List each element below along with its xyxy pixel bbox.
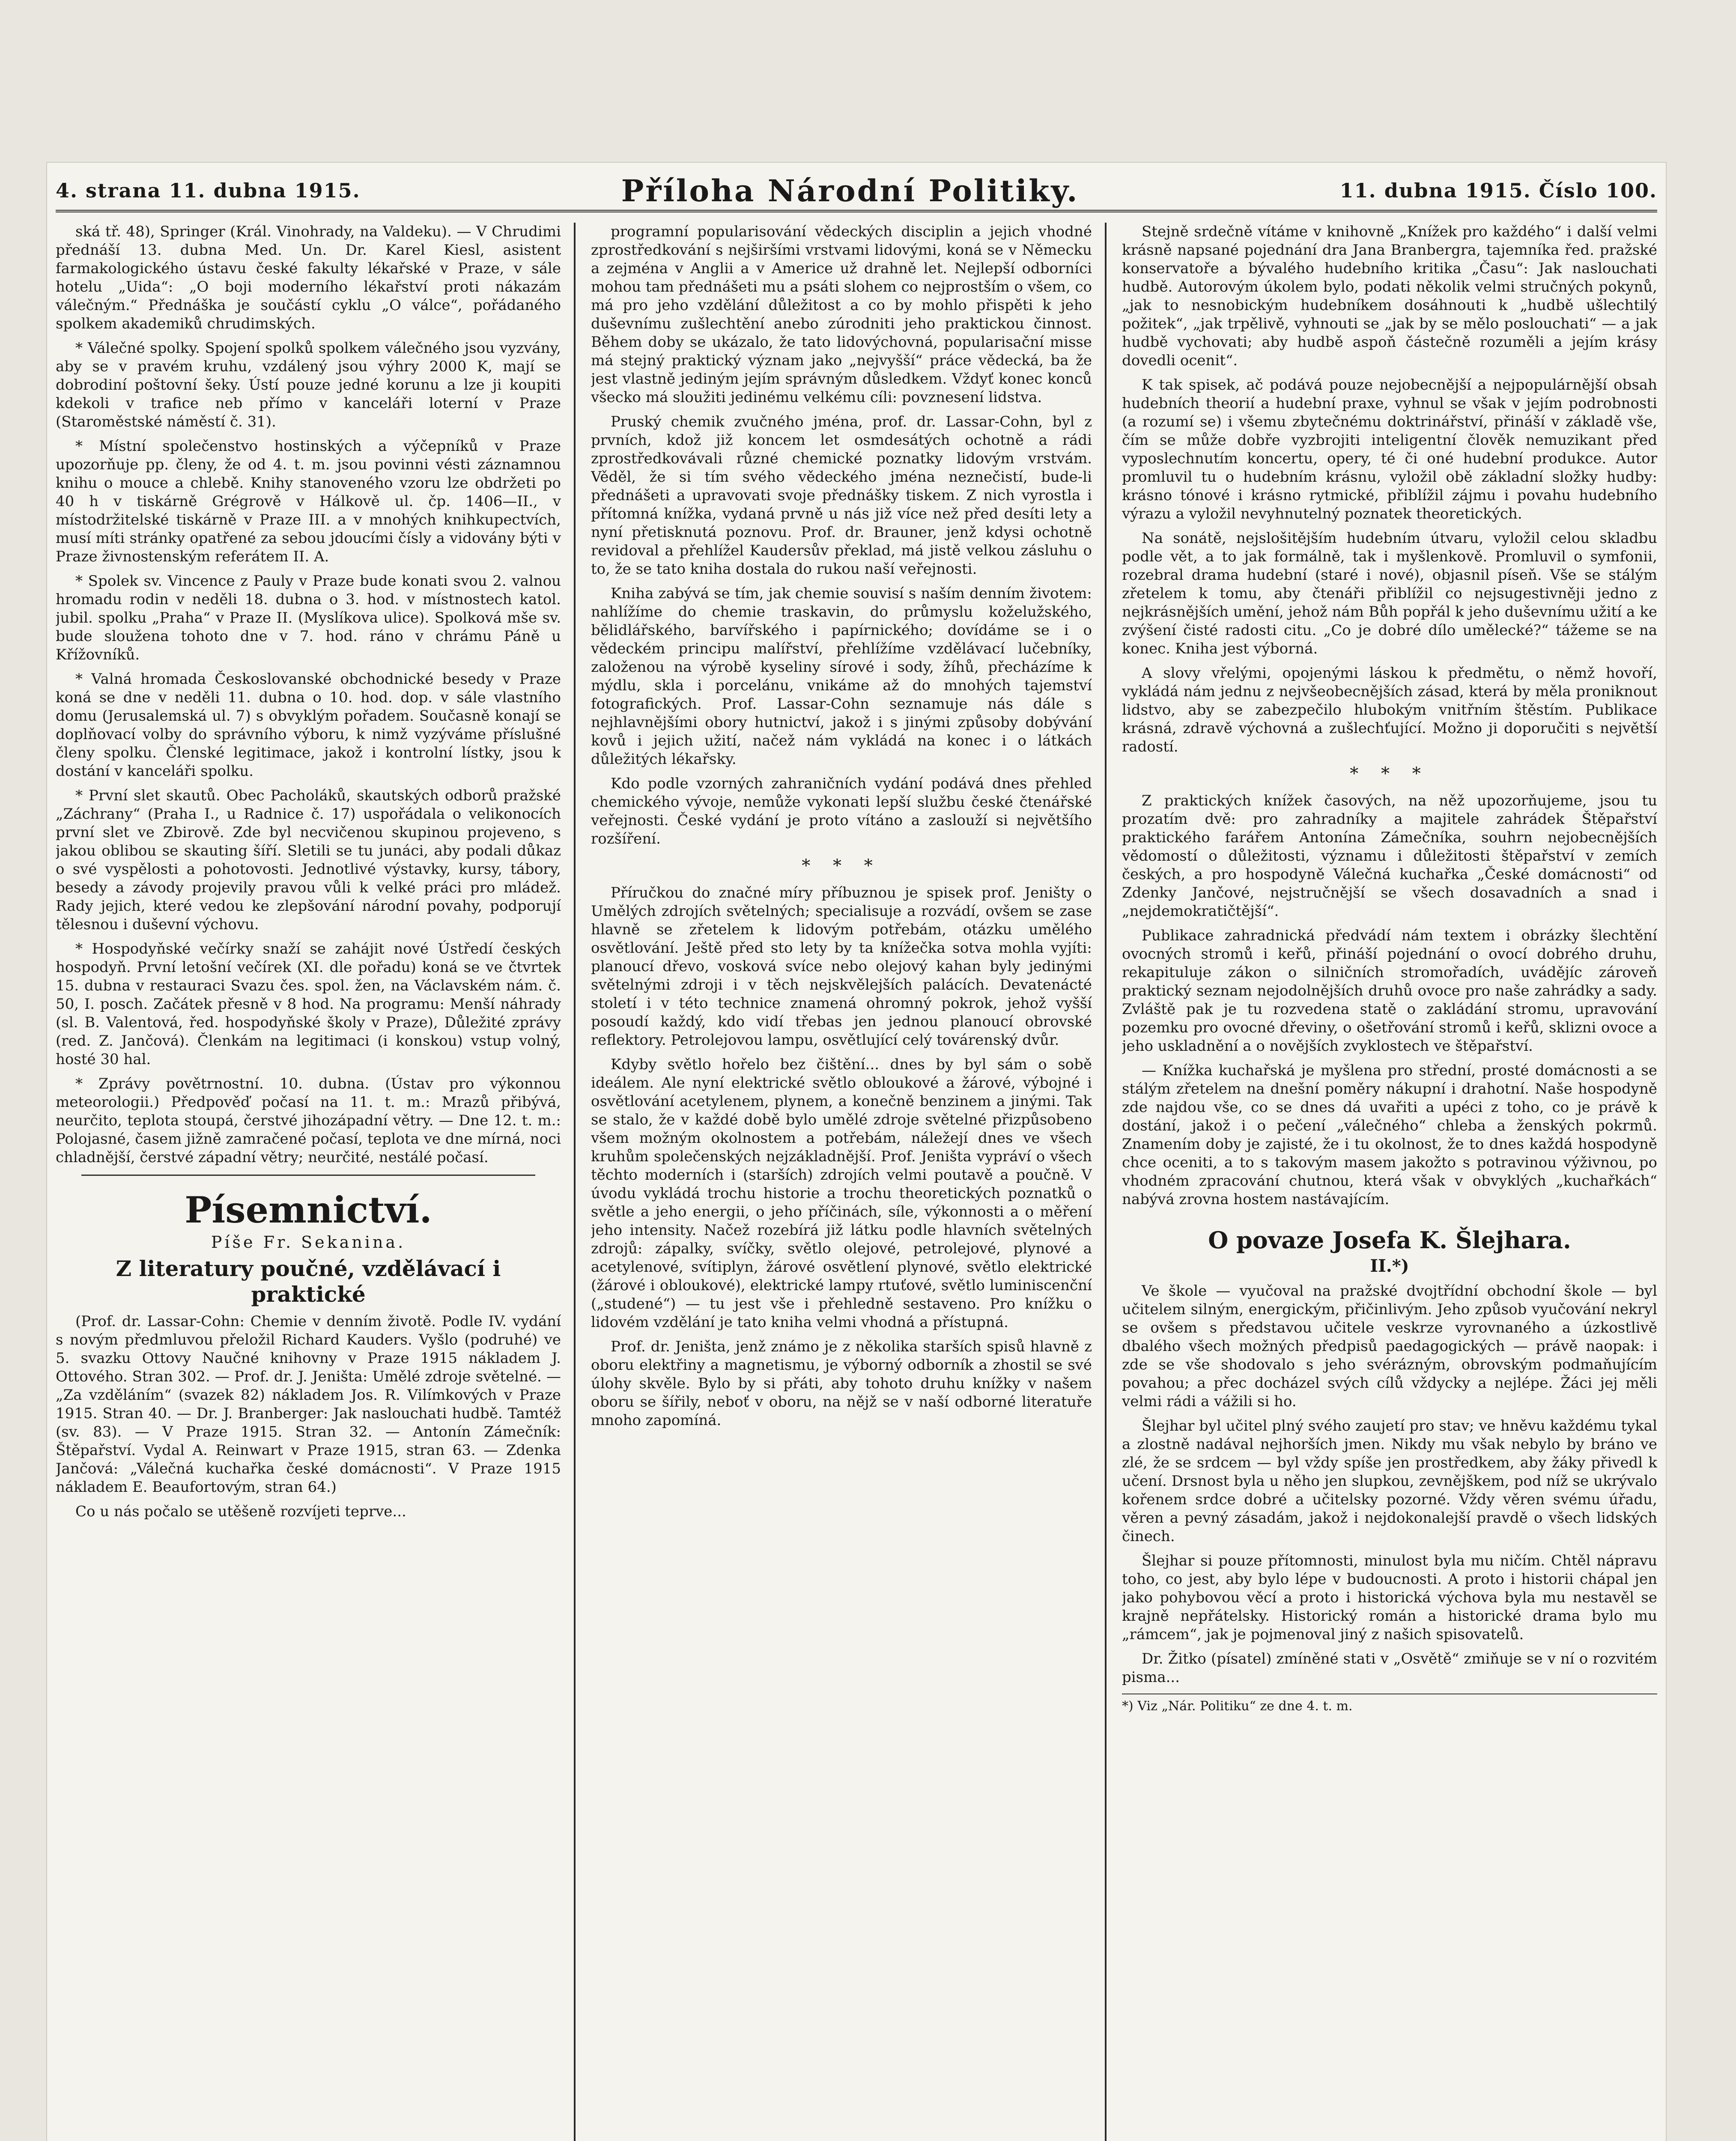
- paragraph: * Zprávy povětrnostní. 10. dubna. (Ústav pro výkonnou meteorologii.) Předpověď počasí na 11. t. m.: Mrazů přibývá, neurčito, teplota stoupá, čerstvé jihozápadní větry. — Dne 12. t. m.: Polojasné, časem jižně zamračené počasí, teplota ve dne mírná, noci chladnější, čerstvé západní větry; neurčité, nestálé počasí.: [56, 1075, 561, 1166]
- paragraph: programní popularisování vědeckých disciplin a jejich vhodné zprostředkování s nejširšími vrstvami lidovými, koná se v Německu a zejména v Anglii a v Americe už drahně let. Nejlepší odborníci mohou tam přednášeti mu a psáti slohem co nejprostším o všem, co má pro jeho vzdělání důležitost a co by mohlo přispěti k jeho duševnímu zušlechtění anebo zúrodniti jeho praktickou činnost. Během doby se ukázalo, že tato lidovýchovná, popularisační misse má stejný praktický význam jako „nejvyšší“ práce vědecká, ba že jest vlastně jediným jejím správným důsledkem. Vždyť konec konců všecko má sloužiti jedinému velkému cíli: povznesení lidstva.: [591, 223, 1092, 406]
- column-divider: [574, 223, 576, 2141]
- paragraph: * Válečné spolky. Spojení spolků spolkem válečného jsou vyzvány, aby se v pravém kruhu, vzdálený jsou výhry 2000 K, mají se dobrodiní poštovní šeky. Ústí pouze jedné korunu a lze ji koupiti kdekoli v trafice neb přímo v kanceláři loterní v Praze (Staroměstské náměstí č. 31).: [56, 340, 561, 430]
- paragraph: * Valná hromada Českoslovanské obchodnické besedy v Praze koná se dne v neděli 11. dubna o 10. hod. dop. v sále vlastního domu (Jerusalemská ul. 7) s obvyklým pořadem. Současně konají se doplňovací volby do správního výboru, k nimž vyzýváme příslušné členy spolku. Členské legitimace, jakož i kontrolní lístky, jsou k dostání v kanceláři spolku.: [56, 671, 561, 780]
- header-masthead: Příloha Národní Politiky.: [621, 173, 1079, 209]
- paragraph: * Místní společenstvo hostinských a výčepníků v Praze upozorňuje pp. členy, že od 4. t. m. jsou povinni vésti záznamnou knihu o mouce a chlebě. Knihy stanoveného vzoru lze obdržeti po 40 h v tiskárně Grégrově v Hálkově ul. čp. 1406—II., v místodržitelské tiskárně v Praze III. a v mnohých knihkupectvích, musí míti stránky opatřené za sebou jdoucími čísly a vidovány býti v Praze živnostenským referátem II. A.: [56, 438, 561, 565]
- paragraph: Co u nás počalo se utěšeně rozvíjeti teprve...: [75, 1503, 406, 1520]
- newspaper-page: [47, 163, 1666, 2141]
- section-divider: [81, 1175, 535, 1176]
- page-header: [56, 171, 1657, 212]
- section-title: Písemnictví.: [185, 1189, 432, 1231]
- paragraph: ská tř. 48), Springer (Král. Vinohrady, na Valdeku). — V Chrudimi přednáší 13. dubna Med. Un. Dr. Karel Kiesl, asistent farmakologického ústavu české fakulty lékařské v Praze, v sále hotelu „Uida“: „O boji moderního lékařství proti nákazám válečným.“ Přednáška je součástí cyklu „O válce“, pořádaného spolkem akademiků chrudimských.: [56, 223, 561, 332]
- paragraph: * První slet skautů. Obec Pacholáků, skautských odborů pražské „Záchrany“ (Praha I., u Radnice č. 17) uspořádala o velikonocích první slet ve Zbirově. Zde byl necvičenou skupinou projeveno, s jakou oblibou se skauting šíří. Sletili se tu junáci, aby podali důkaz o své vyspělosti a pohotovosti. Jednotlivé výstavky, kursy, tábory, besedy a závody projevily pravou vůli k velké práci pro mládež. Rady jejich, které vedou ke zlepšování národní povahy, podporují tělesnou i duševní výchovu.: [56, 787, 561, 933]
- paragraph: Šlejhar si pouze přítomnosti, minulost byla mu ničím. Chtěl nápravu toho, co jest, aby bylo lépe v budoucnosti. A proto i historii chápal jen jako pohybovou věcí a proto i historická výchova byla mu nestavěl se krajně nepřátelsky. Historický román a historické drama bylo mu „rámcem“, jak je pojmenoval jiný z našich spisovatelů.: [1122, 1552, 1657, 1643]
- header-page-date: 4. strana 11. dubna 1915.: [56, 179, 361, 202]
- article-headline: O povaze Josefa K. Šlejhara.: [1208, 1226, 1571, 1254]
- paragraph: Ve škole — vyučoval na pražské dvojtřídní obchodní škole — byl učitelem silným, energickým, přičinlivým. Jeho způsob vyučování nekryl se ovšem s představou učitele veskrze vyrovnaného a úzkostlivě dbalého všech možných předpisů paedagogických — právě naopak: i zde se vše shodovalo s jeho svérázným, obrovským podmaňujícím povahou; a přec docházel svých cílů vždycky a nejlépe. Žáci jej měli velmi rádi a vážili si ho.: [1122, 1282, 1657, 1410]
- paragraph: Kniha zabývá se tím, jak chemie souvisí s naším denním životem: nahlížíme do chemie traskavin, do průmyslu koželužského, bělidlářského, barvířského i papírnického; dovídáme se i o vědeckém principu malířství, přehlížíme vzdělávací lučebníky, založenou na výrobě kyseliny sírové i sody, žíhů, přecházíme k mýdlu, skla i porcelánu, vnikáme až do mnohých tajemství fotografických. Prof. Lassar-Cohn seznamuje nás dále s nejhlavnějšími obory hutnictví, jakož i s jinými způsoby dobývání kovů i jejich užití, načež nám vykládá na konec i o látkách důležitých lékařsky.: [591, 585, 1092, 768]
- header-issue-number: 11. dubna 1915. Číslo 100.: [1339, 179, 1657, 202]
- column-3: [1122, 223, 1657, 2141]
- paragraph: A slovy vřelými, opojenými láskou k předmětu, o němž hovoří, vykládá nám jednu z nejvšeobecnějších zásad, která by měla proniknout lidstvo, aby se zabezpečilo hlubokým vnitřním štěstím. Publikace krásná, zdravě výchovná a zušlechťující. Možno ji doporučiti s největší radostí.: [1122, 665, 1657, 755]
- paragraph: Kdyby světlo hořelo bez čištění... dnes by byl sám o sobě ideálem. Ale nyní elektrické světlo obloukové a žárové, výbojné i osvětlování acetylenem, plynem, a konečně benzinem a jinými. Tak se stalo, že v každé době bylo umělé zdroje světelné přizpůsobeno všem možným okolnostem a potřebám, náležejí dnes ve všech kruhům společenských nejzákladnější. Prof. Jeništa vypráví o všech těchto moderních i (starších) zdrojích velmi poutavě a poučně. V úvodu vykládá trochu historie a trochu theoretických poznatků o světle a jeho energii, o jeho příčinách, síle, výkonnosti a o měření jeho intensity. Načež rozebírá již látku podle hlavních světelných zdrojů: zápalky, svíčky, světlo olejové, petrolejové, plynové a acetylenové, svítiplyn, žárové osvětlení plynové, světlo elektrické (žárové i obloukové), elektrické lampy rtuťové, světlo luminiscenční („studené“) — tu jest vše i přehledně sestaveno. Pro knížku o lidovém vzdělání je tato kniha velmi vhodná a přístupná.: [591, 1056, 1092, 1331]
- footnote: *) Viz „Nár. Politiku“ ze dne 4. t. m.: [1122, 1694, 1657, 1715]
- paragraph: Šlejhar byl učitel plný svého zaujetí pro stav; ve hněvu každému tykal a zlostně nadával nejhorších jmen. Nikdy mu však nebylo by bráno ve zlé, že se srdcem — byl vždy spíše jen prostředkem, aby žáky přivedl k učení. Drsnost byla u něho jen slupkou, zevnějškem, pod níž se ukrývalo kořenem srdce dobré a učitelsky pozorné. Vždy věren svému úřadu, věren a pevný zásadám, jakož i nejdokonalejší pravdě o všech lidských činech.: [1122, 1417, 1657, 1545]
- column-1: [56, 223, 561, 2141]
- paragraph: Příručkou do značné míry příbuznou je spisek prof. Jeništy o Umělých zdrojích světelných; specialisuje a rozvádí, ovšem se zase hlavně se zřetelem k lidovým potřebám, otázku umělého osvětlování. Ještě před sto lety by ta knížečka sotva mohla vyjíti: planoucí dřevo, vosková svíce nebo olejový kahan byly jedinými světelnými zdroji i v těch nejskvělejších palácích. Devatenácté století i v této technice znamená ohromný pokrok, jehož vyšší posoudí každý, kdo vidí třebas jen jednou planoucí obrovské reflektory. Petrolejovou lampu, osvětlující celý továrenský dvůr.: [591, 884, 1092, 1049]
- paragraph: (Prof. dr. Lassar-Cohn: Chemie v denním životě. Podle IV. vydání s novým předmluvou přeložil Richard Kauders. Vyšlo (podruhé) ve 5. svazku Ottovy Naučné knihovny v Praze 1915 nákladem J. Ottového. Stran 302. — Prof. dr. J. Jeništa: Umělé zdroje světelné. — „Za vzděláním“ (svazek 82) nákladem Jos. R. Vilímkových v Praze 1915. Stran 40. — Dr. J. Branberger: Jak naslouchati hudbě. Tamtéž (sv. 83). — V Praze 1915. Stran 32. — Antonín Zámečník: Štěpařství. Vydal A. Reinwart v Praze 1915, stran 63. — Zdenka Jančová: „Válečná kuchařka české domácnosti“. V Praze 1915 nákladem E. Beaufortovým, stran 64.): [56, 1313, 561, 1496]
- paragraph: Stejně srdečně vítáme v knihovně „Knížek pro každého“ i další velmi krásně napsané pojednání dra Jana Branbergra, tajemníka řed. pražské konservatoře a bývalého hudebního kritika „Času“: Jak naslouchati hudbě. Autorovým úkolem bylo, podati několik velmi stručných pokynů, „jak to nesnobickým hudebníkem dosáhnouti k „hudbě ušlechtilý požitek“, „jak trpělivě, vyhnouti se „jak by se mělo poslouchati“ — a jak hudbě vychovati; aby hudbě aspoň částečně rozuměli a jejím krásy dovedli ocenit“.: [1122, 223, 1657, 369]
- paragraph: — Knížka kuchařská je myšlena pro střední, prosté domácnosti a se stálým zřetelem na dnešní poměry nákupní i drahotní. Naše hospodyně zde najdou vše, co se dnes dá uvařiti a upéci z toho, co je právě k dostání, jakož i o pečení „válečného“ chleba a ženských pokrmů. Znamením doby je zajisté, že i tu okolnost, že to dnes každá hospodyně chce oceniti, a to s takovým masem jakožto s potravinou výživnou, po vhodném zpracování chutnou, která však v obvyklých „kuchařkách“ nabývá zrovna hostem nastávajícím.: [1122, 1062, 1657, 1208]
- paragraph: Z praktických knížek časových, na něž upozorňujeme, jsou tu prozatím dvě: pro zahradníky a majitele zahrádek Štěpařství praktického farářem Antonína Zámečníka, souhrn nejobecnějších vědomostí o důležitosti, významu i důležitosti štěpařství v zemích českých, a pro hospodyně Válečná kuchařka „České domácnosti“ od Zdenky Jančové, nejstručnější se všech dosavadních a snad i „nejdemokratičtější“.: [1122, 792, 1657, 920]
- article-headline: Z literatury poučné, vzdělávací i praktické: [116, 1256, 501, 1307]
- paragraph: Pruský chemik zvučného jména, prof. dr. Lassar-Cohn, byl z prvních, kdož již koncem let osmdesátých ochotně a rádi zprostředkovávali různé chemické poznatky lidovým vrstvám. Věděl, že si tím svého vědeckého jména neznečistí, bude-li přednášeti a upravovati svoje přednášky tiskem. Z nich vyrostla i přítomná knížka, vydaná prvně u nás již více než před desíti lety a nyní přetisknutá poznovu. Prof. dr. Brauner, jenž kdysi ochotně revidoval a přehlížel Kaudersův překlad, má jistě velkou zásluhu o to, že se tato kniha dostala do rukou naší veřejnosti.: [591, 413, 1092, 578]
- paragraph: Publikace zahradnická předvádí nám textem i obrázky šlechtění ovocných stromů i keřů, přináší pojednání o ovocí dobrého druhu, rekapituluje zákon o silničních stromořadích, uvádějíc zároveň praktický seznam nejodolnějších druhů ovoce pro naše zahrádky a sady. Zvláště pak je tu rozvedena statě o zakládání stromu, upravování pozemku pro ovocné dřeviny, o ošetřování stromů i keřů, sklizni ovoce a jeho uskladnění a o novějších zvyklostech ve štěpařství.: [1122, 927, 1657, 1055]
- paragraph: * Hospodyňské večírky snaží se zahájit nové Ústředí českých hospodyň. První letošní večírek (XI. dle pořadu) koná se ve čtvrtek 15. dubna v restauraci Svazu čes. spol. žen, na Václavském nám. č. 50, I. posch. Začátek přesně v 8 hod. Na programu: Menší náhrady (sl. B. Valentová, řed. hospodyňské školy v Praze), Důležité zprávy (red. Z. Jančová). Členkám na legitimaci (i konskou) vstup volný, hosté 30 hal.: [56, 940, 561, 1068]
- section-separator: * * *: [802, 856, 881, 876]
- section-byline: Píše Fr. Sekanina.: [211, 1233, 406, 1252]
- column-divider: [1105, 223, 1107, 2141]
- paragraph: K tak spisek, ač podává pouze nejobecnější a nejpopulárnější obsah hudebních theorií a hudební praxe, vyhnul se však v jejím podrobnosti (a rozumí se) i všemu zbytečnému doktrinářství, přináší v základě vše, čím se může dobře vyzbrojiti inteligentní člověk nemuzikant před vyposlechnutím koncertu, opery, té či oné hudební produkce. Autor promluvil tu o hudebním krásnu, vyložil obě základní složky hudby: krásno tónové i krásno rytmické, přiblížil zájmu i povahu hudebního výrazu a vyložil nevyhnutelný poznatek theoretických.: [1122, 376, 1657, 522]
- paragraph: * Spolek sv. Vincence z Pauly v Praze bude konati svou 2. valnou hromadu rodin v neděli 18. dubna o 3. hod. v místnostech katol. jubil. spolku „Praha“ v Praze II. (Myslíkova ulice). Spolková mše sv. bude sloužena tohoto dne v 7. hod. ráno v chrámu Páně u Křížovníků.: [56, 573, 561, 663]
- paragraph: Na sonátě, nejslošitějším hudebním útvaru, vyložil celou skladbu podle vět, a to jak formálně, tak i myšlenkově. Promluvil o symfonii, rozebral drama hudební (staré i nové), objasnil píseň. Vše se stálým zřetelem k tomu, aby čtenáři přiblížil co nejsugestivněji jedno z nejkrásnějších umění, jehož nám Bůh popřál k jeho duševnímu užití a ke zvýšení čisté radosti citu. „Co je dobré dílo umělecké?“ tážeme se na konec. Kniha jest výborná.: [1122, 530, 1657, 657]
- section-separator: * * *: [1350, 764, 1429, 784]
- paragraph: Prof. dr. Jeništa, jenž známo je z několika starších spisů hlavně z oboru elektřiny a magnetismu, je výborný odborník a zhostil se své úlohy skvěle. Bylo by si přáti, aby tohoto druhu knížky v našem oboru se šířily, neboť v oboru, na nějž se v naší odborné literatuře mnoho zapomíná.: [591, 1338, 1092, 1429]
- article-part-number: II.*): [1370, 1256, 1409, 1276]
- column-2: [591, 223, 1092, 2141]
- paragraph: Kdo podle vzorných zahraničních vydání podává dnes přehled chemického vývoje, nemůže vykonati lepší službu české čtenářské veřejnosti. České vydání je proto vítáno a zaslouží si největšího rozšíření.: [591, 775, 1092, 847]
- paragraph: Dr. Žitko (písatel) zmíněné stati v „Osvětě“ zmiňuje se v ní o rozvitém pisma...: [1122, 1650, 1657, 1686]
